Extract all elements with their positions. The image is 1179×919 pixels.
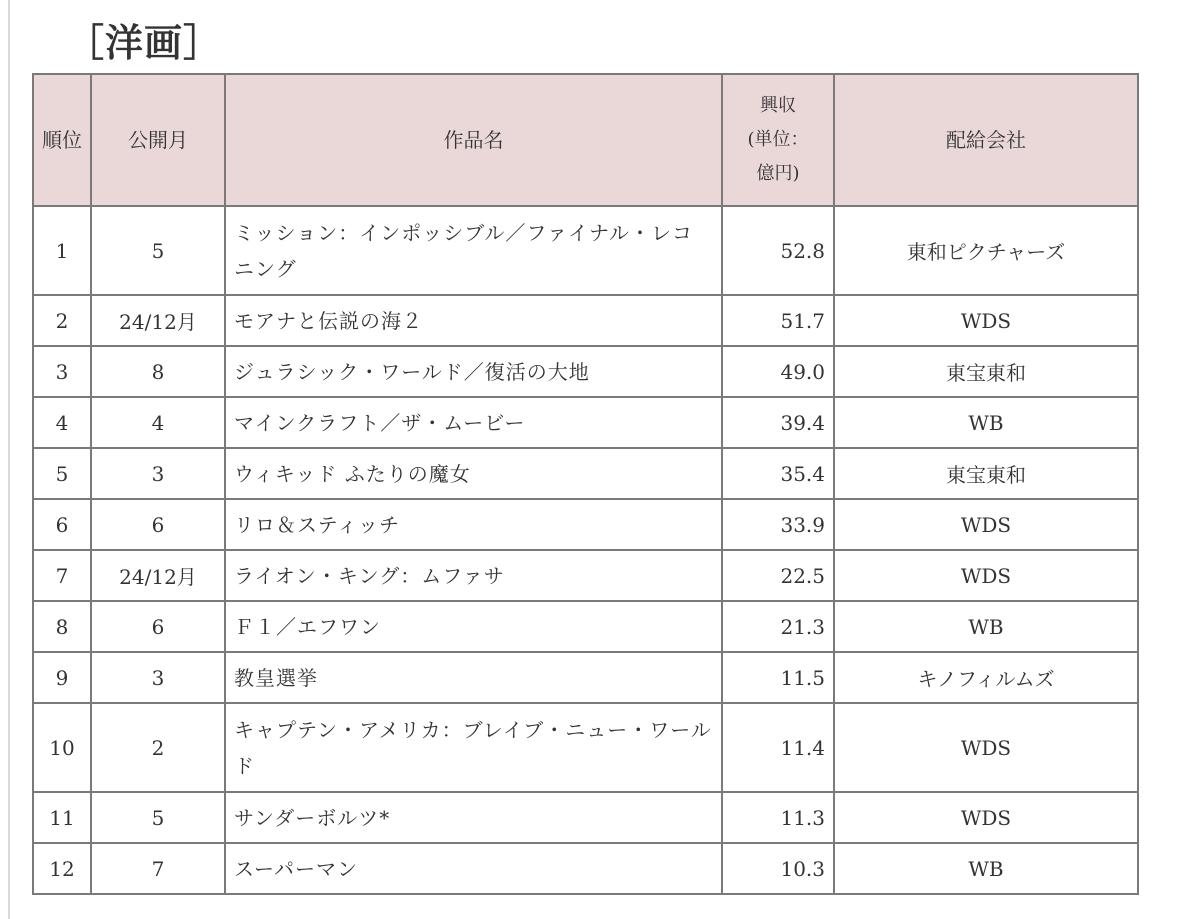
table-row (33, 550, 1138, 601)
table-row (33, 397, 1138, 448)
cell-rank: 2 (33, 295, 91, 346)
cell-distributor: WDS (834, 792, 1138, 843)
cell-rank: 8 (33, 601, 91, 652)
cell-rank: 1 (33, 206, 91, 295)
cell-title: ウィキッド ふたりの魔女 (225, 448, 722, 499)
cell-gross: 35.4 (722, 448, 834, 499)
cell-distributor: WDS (834, 295, 1138, 346)
cell-gross: 10.3 (722, 843, 834, 894)
cell-title: キャプテン・アメリカ：ブレイブ・ニュー・ワールド (225, 703, 722, 792)
cell-rank: 6 (33, 499, 91, 550)
cell-title: マインクラフト／ザ・ムービー (225, 397, 722, 448)
cell-distributor: 東和ピクチャーズ (834, 206, 1138, 295)
cell-rank: 7 (33, 550, 91, 601)
cell-gross: 21.3 (722, 601, 834, 652)
cell-title: ジュラシック・ワールド／復活の大地 (225, 346, 722, 397)
cell-distributor: 東宝東和 (834, 448, 1138, 499)
cell-distributor: WB (834, 397, 1138, 448)
header-gross-line3: 億円) (756, 163, 800, 184)
cell-rank: 10 (33, 703, 91, 792)
cell-month: 2 (91, 703, 225, 792)
cell-distributor: WB (834, 601, 1138, 652)
table-row (33, 295, 1138, 346)
cell-gross: 33.9 (722, 499, 834, 550)
cell-title: リロ＆スティッチ (225, 499, 722, 550)
cell-month: 6 (91, 601, 225, 652)
cell-month: 3 (91, 652, 225, 703)
cell-gross: 11.3 (722, 792, 834, 843)
cell-rank: 4 (33, 397, 91, 448)
cell-month: 5 (91, 792, 225, 843)
cell-rank: 12 (33, 843, 91, 894)
header-gross (722, 74, 834, 206)
cell-gross: 51.7 (722, 295, 834, 346)
cell-title: サンダーボルツ* (225, 792, 722, 843)
cell-rank: 9 (33, 652, 91, 703)
cell-title: Ｆ１／エフワン (225, 601, 722, 652)
header-distributor: 配給会社 (834, 74, 1138, 206)
cell-month: 4 (91, 397, 225, 448)
cell-title: モアナと伝説の海２ (225, 295, 722, 346)
header-title: 作品名 (225, 74, 722, 206)
cell-title: ミッション：インポッシブル／ファイナル・レコニング (225, 206, 722, 295)
page-left-border (8, 0, 10, 919)
table-row (33, 206, 1138, 295)
cell-distributor: キノフィルムズ (834, 652, 1138, 703)
box-office-table (32, 73, 1139, 895)
cell-title: スーパーマン (225, 843, 722, 894)
cell-gross: 39.4 (722, 397, 834, 448)
cell-rank: 3 (33, 346, 91, 397)
table-row (33, 448, 1138, 499)
cell-gross: 49.0 (722, 346, 834, 397)
table-row (33, 652, 1138, 703)
cell-month: 3 (91, 448, 225, 499)
section-title: ［洋画］ (66, 20, 223, 65)
cell-month: 24/12月 (91, 550, 225, 601)
table-row (33, 843, 1138, 894)
cell-distributor: WB (834, 843, 1138, 894)
cell-rank: 5 (33, 448, 91, 499)
cell-title: ライオン・キング：ムファサ (225, 550, 722, 601)
cell-distributor: WDS (834, 499, 1138, 550)
cell-title: 教皇選挙 (225, 652, 722, 703)
cell-month: 7 (91, 843, 225, 894)
table-row (33, 601, 1138, 652)
cell-gross: 22.5 (722, 550, 834, 601)
table-row (33, 346, 1138, 397)
cell-distributor: WDS (834, 550, 1138, 601)
header-release-month: 公開月 (91, 74, 225, 206)
table-row (33, 499, 1138, 550)
header-gross-line2: (単位： (747, 129, 809, 150)
cell-rank: 11 (33, 792, 91, 843)
cell-distributor: 東宝東和 (834, 346, 1138, 397)
cell-gross: 11.5 (722, 652, 834, 703)
cell-month: 5 (91, 206, 225, 295)
table-row (33, 792, 1138, 843)
cell-gross: 52.8 (722, 206, 834, 295)
header-gross-line1: 興収 (760, 95, 796, 116)
cell-month: 24/12月 (91, 295, 225, 346)
cell-month: 6 (91, 499, 225, 550)
header-rank: 順位 (33, 74, 91, 206)
cell-distributor: WDS (834, 703, 1138, 792)
cell-month: 8 (91, 346, 225, 397)
table-header-row (33, 74, 1138, 206)
table-row (33, 703, 1138, 792)
cell-gross: 11.4 (722, 703, 834, 792)
